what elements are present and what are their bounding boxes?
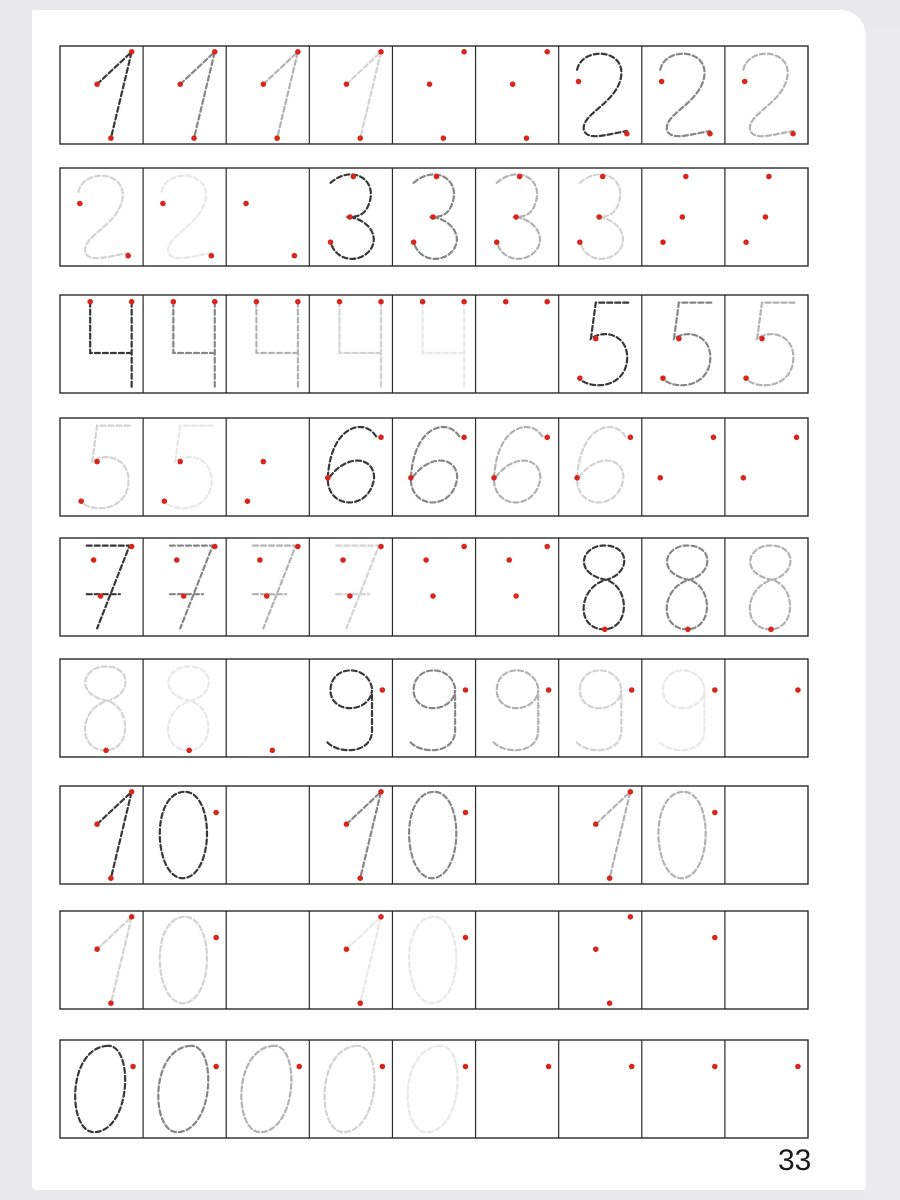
tracing-cell [340, 302, 381, 388]
start-dot [129, 49, 135, 55]
start-dot [91, 557, 97, 563]
start-dot [576, 79, 582, 85]
start-dot [380, 687, 386, 693]
start-dot [602, 627, 608, 633]
start-dot [712, 810, 718, 816]
start-dot [347, 214, 353, 220]
start-dot [129, 789, 135, 795]
start-dot [790, 131, 796, 137]
start-dot [524, 135, 530, 141]
start-dot [577, 239, 583, 245]
start-dot [794, 435, 800, 441]
start-dot [254, 299, 260, 305]
start-dot [628, 914, 634, 920]
start-dot [763, 214, 769, 220]
tracing-cell [660, 54, 710, 136]
start-dot [344, 81, 350, 87]
start-dot [245, 498, 251, 504]
tracing-cell [346, 792, 381, 878]
start-dot [546, 1064, 552, 1070]
start-dot [743, 375, 749, 381]
start-dot [94, 946, 100, 952]
start-dot [742, 79, 748, 85]
start-dot [94, 459, 100, 465]
start-dot [98, 593, 104, 599]
start-dot [380, 1064, 386, 1070]
tracing-cell [75, 1046, 125, 1132]
tracing-cell [324, 1046, 374, 1132]
start-dot [712, 1064, 718, 1070]
start-dot [213, 935, 219, 941]
dashed-digit-trace [577, 427, 625, 502]
tracing-cell [658, 670, 704, 750]
start-dot [177, 459, 183, 465]
tracing-cell [494, 427, 542, 502]
start-dot [544, 435, 550, 441]
start-dot [660, 375, 666, 381]
start-dot [712, 687, 718, 693]
dashed-digit-trace [492, 670, 538, 750]
tracing-cell [750, 546, 791, 630]
dashed-digit-trace [75, 1046, 125, 1132]
tracing-cell [584, 546, 625, 630]
dashed-digit-trace [494, 427, 542, 502]
start-dot [94, 821, 100, 827]
start-dot [261, 81, 267, 87]
dashed-digit-trace [340, 302, 381, 388]
tracing-cell [173, 302, 214, 388]
tracing-cell [328, 427, 376, 502]
start-dot [430, 593, 436, 599]
start-dot [461, 299, 467, 305]
start-dot [593, 946, 599, 952]
start-dot [191, 135, 197, 141]
start-dot [711, 435, 717, 441]
start-dot [103, 748, 109, 754]
start-dot [795, 687, 801, 693]
tracing-row [60, 295, 808, 393]
dashed-digit-trace [660, 54, 710, 136]
start-dot [707, 131, 713, 137]
start-dot [517, 174, 523, 180]
start-dot [766, 174, 772, 180]
dashed-digit-trace [160, 917, 207, 1003]
start-dot [94, 81, 100, 87]
start-dot [344, 946, 350, 952]
start-dot [607, 875, 613, 881]
start-dot [463, 810, 469, 816]
dashed-digit-trace [346, 792, 381, 878]
dashed-digit-trace [411, 427, 459, 502]
start-dot [347, 593, 353, 599]
tracing-cell [658, 792, 705, 878]
start-dot [378, 49, 384, 55]
tracing-cell [256, 302, 297, 388]
start-dot [186, 748, 192, 754]
start-dot [743, 239, 749, 245]
start-dot [378, 914, 384, 920]
tracing-cell [160, 917, 207, 1003]
start-dot [357, 875, 363, 881]
start-dot [461, 435, 467, 441]
dashed-digit-trace [263, 52, 298, 138]
dashed-digit-trace [97, 792, 132, 878]
start-dot [741, 475, 747, 481]
tracing-cell [158, 1046, 208, 1132]
dashed-digit-trace [158, 1046, 208, 1132]
start-dot [600, 174, 606, 180]
dashed-digit-trace [180, 52, 215, 138]
start-dot [685, 627, 691, 633]
dashed-digit-trace [328, 427, 376, 502]
start-dot [378, 299, 384, 305]
tracing-cell [578, 303, 628, 386]
start-dot [295, 544, 301, 550]
tracing-cell [90, 302, 131, 388]
dashed-digit-trace [162, 176, 212, 258]
start-dot [683, 174, 689, 180]
start-dot [270, 748, 276, 754]
dashed-digit-trace [97, 52, 132, 138]
start-dot [657, 475, 663, 481]
start-dot [463, 1064, 469, 1070]
dashed-digit-trace [241, 1046, 291, 1132]
start-dot [181, 593, 187, 599]
tracing-cell [662, 303, 712, 386]
start-dot [506, 557, 512, 563]
start-dot [325, 475, 331, 481]
start-dot [87, 299, 93, 305]
page-number: 33 [778, 1144, 812, 1177]
start-dot [337, 299, 343, 305]
tracing-cell [409, 917, 456, 1003]
dashed-digit-trace [584, 546, 625, 630]
dashed-digit-trace [78, 176, 128, 258]
start-dot [628, 789, 634, 795]
tracing-cell [160, 792, 207, 878]
start-dot [680, 214, 686, 220]
start-dot [759, 336, 765, 342]
tracing-cell [168, 667, 209, 751]
dashed-digit-trace [168, 667, 209, 751]
start-dot [264, 593, 270, 599]
start-dot [577, 375, 583, 381]
tracing-cell [263, 52, 298, 138]
start-dot [357, 135, 363, 141]
start-dot [427, 81, 433, 87]
tracing-cell [596, 792, 631, 878]
start-dot [296, 1064, 302, 1070]
dashed-digit-trace [575, 670, 621, 750]
start-dot [544, 544, 550, 550]
dashed-digit-trace [409, 917, 456, 1003]
tracing-cell [241, 1046, 291, 1132]
dashed-digit-trace [743, 54, 793, 136]
start-dot [629, 1064, 635, 1070]
tracing-cell [745, 303, 795, 386]
tracing-row [60, 418, 808, 516]
start-dot [423, 557, 429, 563]
tracing-cell [492, 670, 538, 750]
tracing-cell [408, 1046, 458, 1132]
tracing-cell [326, 670, 372, 750]
tracing-cell [346, 917, 381, 1003]
start-dot [463, 935, 469, 941]
tracing-cell [180, 52, 215, 138]
dashed-digit-trace [408, 1046, 458, 1132]
start-dot [768, 627, 774, 633]
start-dot [213, 1064, 219, 1070]
dashed-digit-trace [667, 546, 708, 630]
tracing-cell [85, 667, 126, 751]
dashed-digit-trace [80, 426, 130, 509]
dashed-digit-trace [160, 792, 207, 878]
dashed-digit-trace [256, 302, 297, 388]
tracing-cell [97, 52, 132, 138]
start-dot [357, 1000, 363, 1006]
start-dot [177, 81, 183, 87]
start-dot [212, 544, 218, 550]
start-dot [129, 914, 135, 920]
tracing-cell [409, 792, 456, 878]
start-dot [378, 789, 384, 795]
start-dot [212, 49, 218, 55]
start-dot [212, 299, 218, 305]
start-dot [544, 49, 550, 55]
tracing-cell [162, 176, 212, 258]
start-dot [494, 239, 500, 245]
tracing-cell [163, 426, 213, 509]
start-dot [513, 593, 519, 599]
tracing-cell [80, 426, 130, 509]
start-dot [129, 544, 135, 550]
start-dot [261, 459, 267, 465]
start-dot [160, 201, 166, 207]
tracing-cell [577, 54, 627, 136]
start-dot [628, 435, 634, 441]
start-dot [257, 557, 263, 563]
dashed-digit-trace [85, 667, 126, 751]
start-dot [108, 1000, 114, 1006]
dashed-digit-trace [750, 546, 791, 630]
start-dot [295, 49, 301, 55]
tracing-cell [743, 54, 793, 136]
tracing-cell [575, 670, 621, 750]
start-dot [513, 214, 519, 220]
tracing-cell [411, 427, 459, 502]
dashed-digit-trace [173, 302, 214, 388]
start-dot [340, 557, 346, 563]
start-dot [243, 201, 249, 207]
dashed-digit-trace [90, 302, 131, 388]
dashed-digit-trace [658, 792, 705, 878]
start-dot [659, 79, 665, 85]
dashed-digit-trace [163, 426, 213, 509]
start-dot [78, 498, 84, 504]
start-dot [430, 214, 436, 220]
tracing-row [60, 911, 808, 1009]
tracing-cell [97, 917, 132, 1003]
start-dot [712, 935, 718, 941]
start-dot [108, 875, 114, 881]
dashed-digit-trace [662, 303, 712, 386]
dashed-digit-trace [409, 792, 456, 878]
start-dot [461, 544, 467, 550]
start-dot [544, 299, 550, 305]
dashed-digit-trace [409, 670, 455, 750]
start-dot [344, 821, 350, 827]
tracing-row [60, 538, 808, 636]
start-dot [274, 135, 280, 141]
dashed-digit-trace [346, 917, 381, 1003]
dashed-digit-trace [423, 302, 464, 388]
start-dot [463, 687, 469, 693]
tracing-row [60, 46, 808, 144]
start-dot [574, 475, 580, 481]
start-dot [629, 687, 635, 693]
start-dot [596, 214, 602, 220]
start-dot [130, 1064, 136, 1070]
start-dot [503, 299, 509, 305]
start-dot [510, 81, 516, 87]
tracing-cell [667, 546, 708, 630]
start-dot [378, 435, 384, 441]
start-dot [420, 299, 426, 305]
dashed-digit-trace [596, 792, 631, 878]
tracing-cell [423, 302, 464, 388]
tracing-cell [346, 52, 381, 138]
start-dot [411, 239, 417, 245]
start-dot [408, 475, 414, 481]
tracing-cell [409, 670, 455, 750]
start-dot [546, 687, 552, 693]
start-dot [441, 135, 447, 141]
start-dot [607, 1000, 613, 1006]
start-dot [125, 253, 131, 259]
dashed-digit-trace [97, 917, 132, 1003]
start-dot [351, 174, 357, 180]
start-dot [676, 336, 682, 342]
dashed-digit-trace [577, 54, 627, 136]
dashed-digit-trace [578, 303, 628, 386]
dashed-digit-trace [326, 670, 372, 750]
start-dot [174, 557, 180, 563]
start-dot [795, 1064, 801, 1070]
start-dot [593, 336, 599, 342]
tracing-cell [97, 792, 132, 878]
start-dot [129, 299, 135, 305]
start-dot [292, 253, 298, 259]
start-dot [171, 299, 177, 305]
dashed-digit-trace [745, 303, 795, 386]
start-dot [593, 821, 599, 827]
dashed-digit-trace [324, 1046, 374, 1132]
start-dot [77, 201, 83, 207]
dashed-digit-trace [658, 670, 704, 750]
start-dot [209, 253, 215, 259]
start-dot [624, 131, 630, 137]
dashed-digit-trace [346, 52, 381, 138]
start-dot [213, 810, 219, 816]
start-dot [108, 135, 114, 141]
start-dot [434, 174, 440, 180]
start-dot [162, 498, 168, 504]
start-dot [295, 299, 301, 305]
start-dot [491, 475, 497, 481]
start-dot [461, 49, 467, 55]
start-dot [660, 239, 666, 245]
start-dot [328, 239, 334, 245]
start-dot [378, 544, 384, 550]
tracing-cell [577, 427, 625, 502]
tracing-cell [78, 176, 128, 258]
